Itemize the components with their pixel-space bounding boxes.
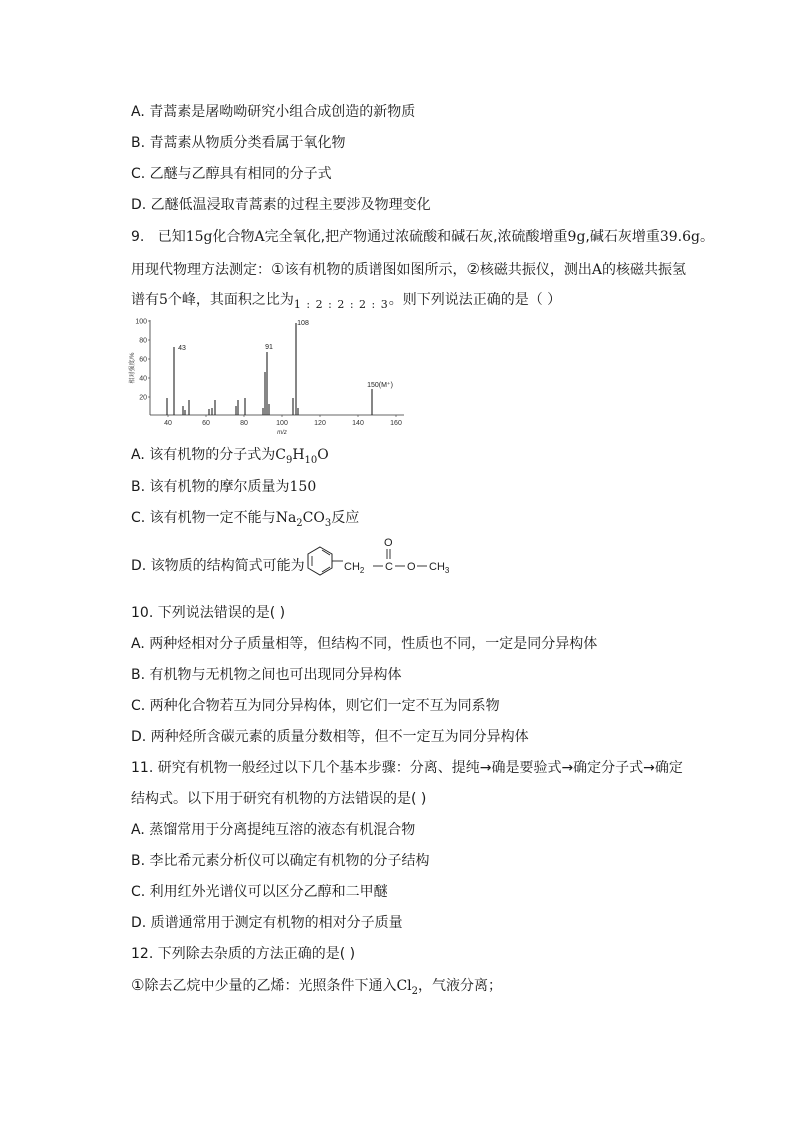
q8-option-a: A. 青蒿素是屠呦呦研究小组合成创造的新物质 [131,104,416,120]
q10-option-d: D. 两种烃所含碳元素的质量分数相等，但不一定互为同分异构体 [131,729,529,745]
peak-label-91: 91 [265,344,273,351]
q8-option-b: B. 青蒿素从物质分类看属于氧化物 [131,135,346,151]
ester-oxygen: O [407,561,416,573]
y-tick-label: 100 [135,318,147,326]
q9-option-a: A. 该有机物的分子式为$C_9H_{10}O$ [131,447,329,466]
structural-formula [305,535,475,587]
x-tick-label: 100 [276,420,288,427]
q9-number: 9. [131,229,145,245]
q12-stem: 12. 下列除去杂质的方法正确的是( ) [131,946,356,962]
x-axis-label: m/z [277,430,287,436]
ch3-group: $CH_3$ [429,561,450,575]
x-tick-label: 120 [314,420,326,427]
q9-option-d: D. 该物质的结构简式可能为 [131,558,305,574]
q9-option-c: C. 该有机物一定不能与$Na_2CO_3$反应 [131,510,360,529]
mass-spectrum-figure [128,316,418,436]
q9-stem-line2: 用现代物理方法测定：①该有机物的质谱图如图所示，②核磁共振仪，测出A的核磁共振氢 [131,260,687,278]
carbonyl-oxygen: O [384,537,393,549]
ch2-group: $CH_2$ [344,561,365,575]
spectrum-peaks [167,323,372,415]
x-tick-label: 140 [352,420,364,427]
y-tick-label: 80 [139,337,147,345]
q11-option-d: D. 质谱通常用于测定有机物的相对分子质量 [131,915,403,931]
q9-stem-line3: 谱有5个峰，其面积之比为$_{1 : 2 : 2 : 2 : 3}$。则下列说法正确的是（ ） [131,292,562,311]
x-tick-label: 160 [390,420,402,427]
q8-option-c: C. 乙醚与乙醇具有相同的分子式 [131,166,332,182]
q9-stem-line1: 9. 已知15g化合物A完全氧化,把产物通过浓硫酸和碱石灰,浓硫酸增重9g,碱石灰增重39.6g。 [131,229,714,245]
q11-option-c: C. 利用红外光谱仪可以区分乙醇和二甲醚 [131,884,388,900]
peak-label-150: 150(M⁺) [367,382,393,389]
q11-option-a: A. 蒸馏常用于分离提纯互溶的液态有机混合物 [131,822,416,838]
carbonyl-carbon: C [385,561,393,573]
x-tick-label: 40 [164,420,172,427]
q10-stem: 10. 下列说法错误的是( ) [131,605,286,621]
q11-stem-line1: 11. 研究有机物一般经过以下几个基本步骤：分离、提纯→确是要验式→确定分子式→确定 [131,760,683,776]
q10-option-c: C. 两种化合物若互为同分异构体，则它们一定不互为同系物 [131,698,500,714]
x-tick-label: 60 [202,420,210,427]
q12-item-1: ①除去乙烷中少量的乙烯：光照条件下通入$Cl_2$，气液分离； [131,976,503,997]
y-tick-label: 20 [139,394,147,402]
y-tick-label: 60 [139,356,147,364]
q8-option-d: D. 乙醚低温浸取青蒿素的过程主要涉及物理变化 [131,197,431,213]
q11-stem-line2: 结构式。以下用于研究有机物的方法错误的是( ) [131,791,427,807]
q9-option-b: B. 该有机物的摩尔质量为150 [131,479,317,495]
y-axis-label: 相对强度/% [130,352,136,384]
peak-label-43: 43 [178,345,186,352]
q11-option-b: B. 李比希元素分析仪可以确定有机物的分子结构 [131,853,430,869]
y-tick-label: 40 [139,375,147,383]
peak-label-108: 108 [297,320,309,327]
x-tick-label: 80 [240,420,248,427]
q10-option-a: A. 两种烃相对分子质量相等，但结构不同，性质也不同，一定是同分异构体 [131,636,598,652]
q10-option-b: B. 有机物与无机物之间也可出现同分异构体 [131,667,402,683]
